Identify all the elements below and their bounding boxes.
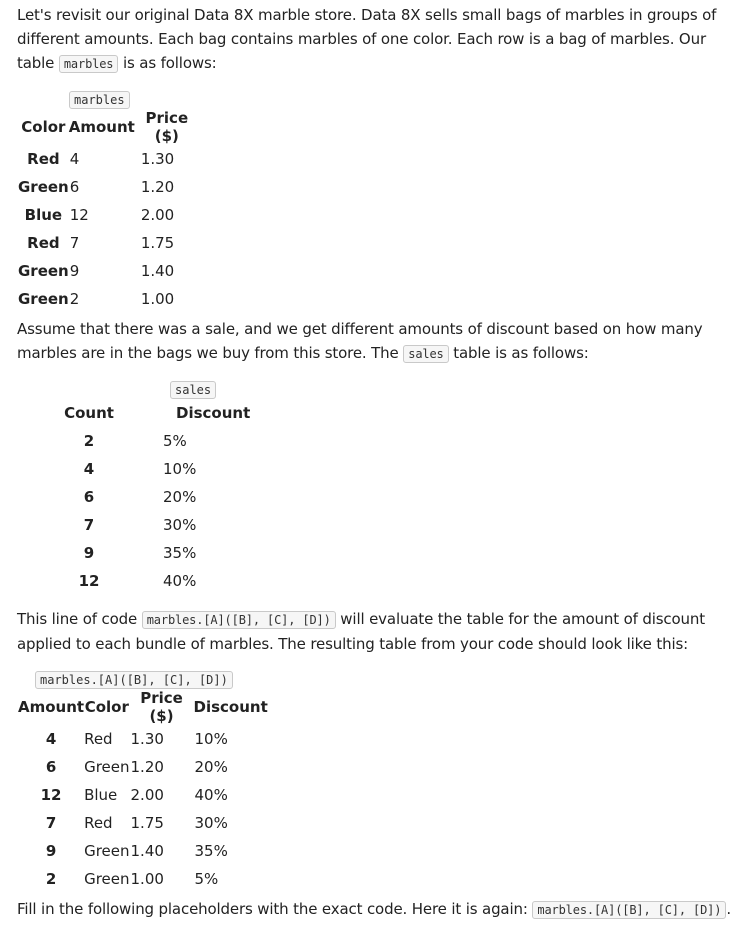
final-text-2: . (726, 900, 731, 918)
code-text-1: This line of code (17, 610, 142, 628)
intro-text-1: Let's revisit our original Data 8X marble store. Data 8X sells small bags of marbles in groups of different amounts. Each bag contains marbles of one color. Each row is a bag of marbles. Our table (17, 6, 717, 72)
sales-cell-discount: 5% (163, 432, 187, 450)
sales-header-count: Count (64, 404, 114, 422)
final-code-expression: marbles.[A]([B], [C], [D]) (532, 901, 726, 919)
final-text-1: Fill in the following placeholders with the exact code. Here it is again: (17, 900, 533, 918)
result-cell-amount: 7 (45, 814, 57, 832)
marbles-cell-amount: 4 (69, 150, 80, 168)
table-row (18, 837, 268, 865)
marbles-table-header-row (18, 109, 199, 145)
sale-text-2: table is as follows: (448, 344, 589, 362)
sales-cell-count: 4 (83, 460, 95, 478)
marbles-cell-amount: 12 (69, 206, 89, 224)
marbles-cell-amount: 2 (69, 290, 80, 308)
result-cell-color: Red (84, 730, 113, 748)
result-cell-discount: 40% (194, 786, 228, 804)
table-row (18, 201, 199, 229)
marbles-cell-color: Red (27, 234, 60, 252)
sales-cell-discount: 10% (163, 460, 197, 478)
sales-cell-count: 2 (83, 432, 95, 450)
intro-text-2: is as follows: (118, 54, 217, 72)
table-row (18, 865, 268, 893)
table-row (48, 427, 320, 455)
sale-code-sales: sales (403, 345, 448, 363)
result-table-caption: marbles.[A]([B], [C], [D]) (35, 670, 233, 688)
sales-cell-discount: 30% (163, 516, 197, 534)
table-row (48, 567, 320, 595)
code-text-2: will evaluate the table for the amount of discount applied to each bundle of marbles. The resulting table from your code should look like this: (17, 610, 706, 653)
result-cell-color: Green (84, 842, 130, 860)
marbles-table-caption: marbles (69, 90, 130, 108)
sales-cell-count: 7 (83, 516, 95, 534)
marbles-cell-price: 1.40 (140, 262, 175, 280)
intro-code-marbles: marbles (59, 55, 119, 73)
table-row (18, 781, 268, 809)
sale-text-1: Assume that there was a sale, and we get different amounts of discount based on how many marbles are in the bags we buy from this store. The (17, 320, 703, 362)
result-cell-price: 1.30 (130, 730, 164, 748)
marbles-header-price: Price ($) (145, 109, 189, 145)
marbles-cell-color: Green (18, 262, 69, 280)
table-row (18, 285, 199, 313)
result-cell-amount: 2 (45, 870, 57, 888)
sales-cell-discount: 35% (163, 544, 197, 562)
sales-cell-count: 6 (83, 488, 95, 506)
intro-paragraph (17, 3, 732, 76)
marbles-header-color: Color (21, 118, 66, 136)
marbles-cell-price: 1.75 (140, 234, 175, 252)
result-cell-discount: 20% (194, 758, 228, 776)
table-row (18, 809, 268, 837)
sales-header-discount: Discount (176, 404, 251, 422)
result-cell-amount: 4 (45, 730, 57, 748)
result-cell-amount: 9 (45, 842, 57, 860)
result-cell-color: Red (84, 814, 113, 832)
sales-table (48, 399, 320, 595)
result-cell-discount: 30% (194, 814, 228, 832)
sales-cell-discount: 20% (163, 488, 197, 506)
table-row (18, 173, 199, 201)
result-cell-price: 1.40 (130, 842, 164, 860)
sales-cell-discount: 40% (163, 572, 197, 590)
result-cell-amount: 6 (45, 758, 57, 776)
table-row (18, 725, 268, 753)
result-cell-price: 1.20 (130, 758, 164, 776)
result-cell-price: 1.00 (130, 870, 164, 888)
marbles-cell-color: Green (18, 290, 69, 308)
result-cell-price: 2.00 (130, 786, 164, 804)
result-cell-discount: 10% (194, 730, 228, 748)
marbles-cell-price: 1.20 (140, 178, 175, 196)
result-table (18, 689, 268, 893)
table-row (18, 753, 268, 781)
marbles-cell-color: Blue (24, 206, 63, 224)
table-row (48, 511, 320, 539)
result-cell-color: Green (84, 870, 130, 888)
sale-paragraph (17, 317, 732, 366)
marbles-cell-price: 2.00 (140, 206, 175, 224)
marbles-cell-color: Green (18, 178, 69, 196)
result-cell-color: Blue (84, 786, 118, 804)
table-row (48, 539, 320, 567)
sales-cell-count: 12 (78, 572, 100, 590)
marbles-cell-amount: 7 (69, 234, 80, 252)
result-cell-price: 1.75 (130, 814, 164, 832)
code-paragraph (17, 607, 732, 656)
table-row (48, 483, 320, 511)
table-row (48, 455, 320, 483)
table-row (18, 229, 199, 257)
table-row (18, 257, 199, 285)
sales-table-header-row (48, 399, 320, 427)
table-row (18, 145, 199, 173)
marbles-cell-color: Red (27, 150, 60, 168)
result-header-amount: Amount (18, 698, 85, 716)
result-header-price: Price ($) (140, 689, 183, 725)
result-table-header-row (18, 689, 268, 725)
sales-cell-count: 9 (83, 544, 95, 562)
marbles-cell-amount: 9 (69, 262, 80, 280)
result-cell-color: Green (84, 758, 130, 776)
sales-table-caption: sales (170, 380, 216, 398)
marbles-table (18, 109, 199, 313)
result-cell-amount: 12 (40, 786, 62, 804)
marbles-cell-price: 1.00 (140, 290, 175, 308)
final-paragraph (17, 897, 732, 922)
result-header-discount: Discount (193, 698, 268, 716)
code-expression: marbles.[A]([B], [C], [D]) (142, 611, 336, 629)
result-cell-discount: 35% (194, 842, 228, 860)
result-header-color: Color (84, 698, 129, 716)
marbles-header-amount: Amount (68, 118, 135, 136)
marbles-cell-price: 1.30 (140, 150, 175, 168)
result-cell-discount: 5% (194, 870, 219, 888)
marbles-cell-amount: 6 (69, 178, 80, 196)
